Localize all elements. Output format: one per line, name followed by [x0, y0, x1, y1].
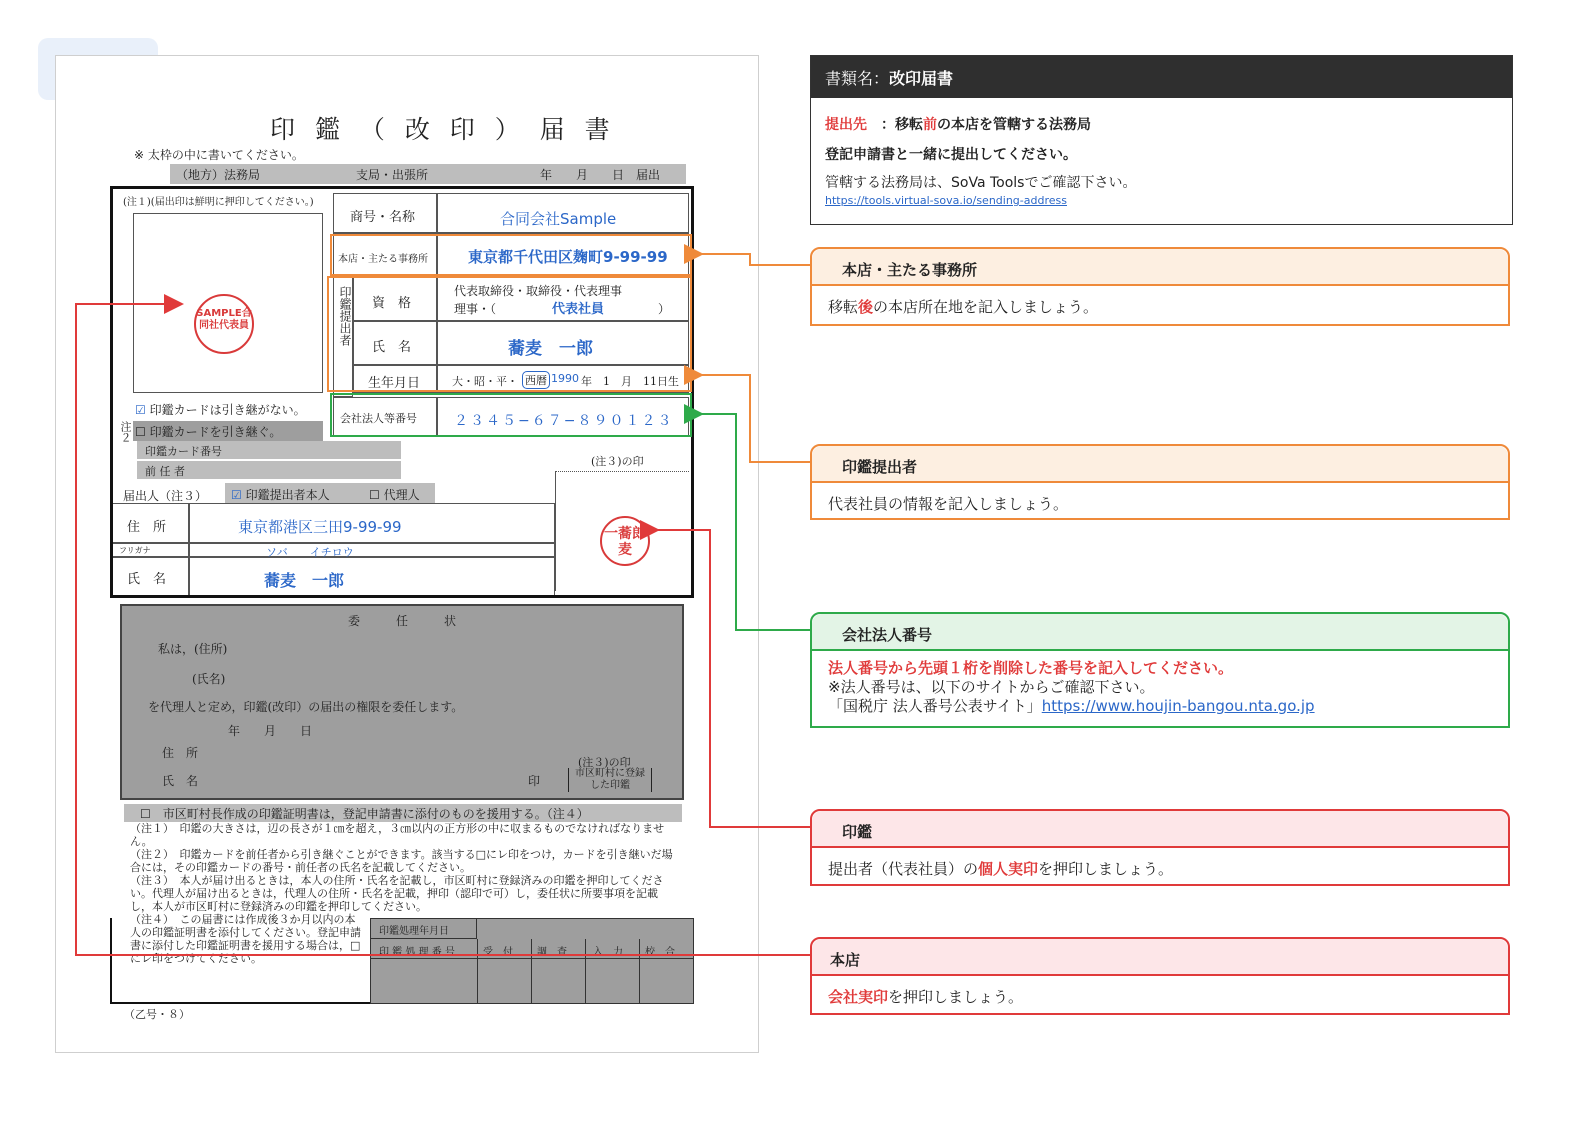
proxy-line2: (氏名) [192, 672, 226, 686]
qualification-suffix: ） [658, 302, 671, 316]
name-value: 蕎麦 一郎 [508, 339, 593, 359]
connector-submitter [700, 375, 810, 462]
processing-col-2: 受 付 [483, 947, 513, 958]
birth-year: 1990 [551, 372, 579, 385]
houjin-link[interactable]: https://www.houjin-bangou.nta.go.jp [1041, 697, 1315, 715]
proxy-line3: を代理人と定め，印鑑(改印）の届出の権限を委任します。 [148, 700, 464, 714]
connector-head-office [700, 254, 810, 265]
corp-number-value: ２３４５−６７−８９０１２３ [454, 413, 674, 429]
company-stamp: SAMPLE合同社代表員 [194, 294, 254, 354]
corp-number-label: 会社法人等番号 [333, 397, 437, 437]
qualification-options: 代表取締役・取締役・代表理事 [454, 284, 623, 298]
name-label: 氏 名 [353, 321, 437, 365]
furigana-label: フリガナ [113, 543, 189, 557]
processing-col-4: 入 力 [593, 947, 623, 958]
processing-col-1: 印 鑑 処 理 番 号 [379, 947, 455, 958]
filer-agent: ☐ 代理人 [369, 488, 420, 502]
qualification-label: 資 格 [353, 277, 437, 321]
proxy-seal-box: 市区町村に登録した印鑑 [568, 768, 652, 792]
card-head-office-title: 本店・主たる事務所 [812, 249, 1508, 286]
note-3: （注３） 本人が届け出るときは，本人の住所・氏名を記載し，市区町村に登録済みの印鑑を押印してください。代理人が届け出るときは，代理人の住所・氏名を記載，押印（認印で可）し，委任状に所要事項を記載し，本人が市区町村に登録済みの印鑑を押印してください。 [130, 874, 664, 913]
card-number-label: 印鑑カード番号 [145, 445, 222, 458]
note1-label: (注１)(届出印は鮮明に押印してください。) [123, 197, 314, 208]
proxy-line5: 住 所 [162, 746, 199, 760]
connector-head-seal [76, 304, 810, 955]
submit-line-2: 登記申請書と一緒に提出してください。 [825, 147, 1077, 163]
connector-corp-number [700, 414, 810, 630]
card-corp-number-title: 会社法人番号 [812, 614, 1508, 651]
card-head-seal-body: 会社実印を押印しましょう。 [828, 988, 1024, 1006]
address-value: 東京都港区三田9-99-99 [238, 518, 402, 536]
furigana-value: ソバ イチロウ [266, 546, 354, 559]
note-1: （注１） 印鑑の大きさは，辺の長さが１㎝を超え，３㎝以内の正方形の中に収まるものでなければなりません。 [130, 822, 665, 848]
card-inherit: ☐ 印鑑カードを引き継ぐ。 [135, 425, 282, 439]
proxy-line4: 年 月 日 [228, 724, 313, 738]
filer-self: ☑ 印鑑提出者本人 [231, 488, 330, 502]
doc-info-header: 書類名：改印届書 [811, 56, 1512, 98]
processing-col-5: 校 合 [645, 947, 675, 958]
note2-label: 注２ [119, 421, 132, 443]
submit-line-3: 管轄する法務局は、SoVa Toolsでご確認下さい。 [825, 175, 1137, 191]
office-date: 年 月 日 届出 [540, 168, 661, 182]
birth-rest: 年 1 月 11日生 [581, 375, 679, 388]
birth-era-selected: 西暦 [522, 371, 550, 389]
note-4: （注４） この届書には作成後３か月以内の本人の印鑑証明書を添付してください。登記申請書に添付した印鑑証明書を援用する場合は，□にレ印をつけてください。 [130, 913, 361, 965]
address-label: 住 所 [113, 503, 189, 543]
submit-line: 提出先 ：移転前の本店を管轄する法務局 [825, 117, 1091, 133]
card-seal-title: 印鑑 [812, 811, 1508, 848]
personal-stamp: 一蕎郎麦 [600, 516, 650, 566]
head-office-label: 本店・主たる事務所 [333, 233, 437, 277]
form-title: 印 鑑 （ 改 印 ） 届 書 [270, 115, 616, 144]
proxy-line1: 私は，(住所) [158, 642, 228, 656]
card-submitter-body: 代表社員の情報を記入しましょう。 [828, 495, 1069, 513]
head-office-value: 東京都千代田区麹町9-99-99 [468, 248, 668, 266]
corp-number-note: ※法人番号は、以下のサイトからご確認下さい。 [828, 678, 1155, 696]
trade-name-value: 合同会社Sample [500, 210, 617, 228]
birth-label: 生年月日 [353, 365, 437, 393]
cert-check-row: ☐ 市区町村長作成の印鑑証明書は，登記申請書に添付のものを援用する。（注４） [124, 804, 682, 822]
proxy-seal-mark: 印 [528, 774, 541, 788]
card-head-office-body: 移転後の本店所在地を記入しましょう。 [828, 298, 1099, 316]
instruction: ※ 太枠の中に書いてください。 [134, 148, 304, 162]
connector-seal [656, 530, 810, 827]
proxy-line6: 氏 名 [162, 774, 199, 788]
submitter-side-label: 印鑑提出者 [333, 277, 353, 397]
corp-number-warning: 法人番号から先頭１桁を削除した番号を記入してください。 [828, 659, 1234, 677]
filer-name-value: 蕎麦 一郎 [264, 571, 345, 590]
trade-name-label: 商号・名称 [333, 193, 437, 233]
office-branch: 支局・出張所 [356, 168, 429, 182]
form-code: （乙号・８） [124, 1008, 190, 1021]
predecessor-label: 前 任 者 [145, 465, 185, 478]
qualification-value: 代表社員 [552, 302, 605, 317]
corp-number-site: 「国税庁 法人番号公表サイト」https://www.houjin-bangou.nta.go.jp [828, 697, 1315, 715]
note3-seal: (注３)の印 [591, 455, 644, 468]
processing-col-3: 調 査 [537, 947, 567, 958]
processing-date: 印鑑処理年月日 [371, 919, 477, 939]
filer-name-label: 氏 名 [113, 557, 189, 595]
card-head-seal-title: 本店 [812, 939, 1508, 976]
qualification-prefix: 理事・（ [454, 302, 497, 316]
sova-tools-link[interactable]: https://tools.virtual-sova.io/sending-address [825, 194, 1067, 207]
note-2: （注２） 印鑑カードを前任者から引き継ぐことができます。該当する□にレ印をつけ，カードを引き継いだ場合には，その印鑑カードの番号・前任者の氏名を記載してください。 [130, 848, 673, 874]
proxy-seal-note: (注３)の印 [578, 756, 631, 769]
card-not-inherit: ☑ 印鑑カードは引き継がない。 [135, 403, 306, 417]
office-prefix: （地方）法務局 [176, 168, 261, 182]
birth-era: 大・昭・平・ [452, 375, 518, 388]
card-seal-body: 提出者（代表社員）の個人実印を押印しましょう。 [828, 860, 1174, 878]
filer-label: 届出人（注３） [123, 489, 208, 503]
proxy-title: 委 任 状 [348, 614, 457, 628]
card-submitter-title: 印鑑提出者 [812, 446, 1508, 483]
